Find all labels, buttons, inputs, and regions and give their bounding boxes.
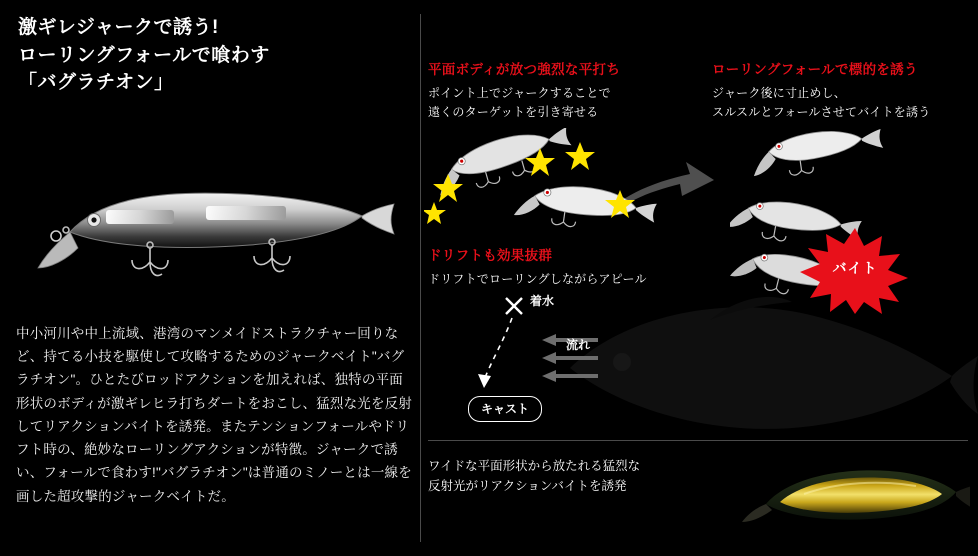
panel-flat-body-desc (428, 84, 708, 121)
panel-drift-desc-line-1: ドリフトでローリングしながらアピール (428, 272, 647, 286)
bite-label: バイト (832, 260, 878, 276)
drift-diagram (446, 296, 706, 426)
panel-flat-body-desc-line-2: 遠くのターゲットを引き寄せる (428, 104, 599, 119)
panel-rolling-fall (712, 58, 974, 121)
bottom-caption (428, 456, 728, 496)
headline-line-2: ローリングフォールで喰わす (18, 44, 270, 66)
lure-bottom-view-photo (740, 452, 970, 544)
panel-drift-title: ドリフトも効果抜群 (428, 248, 553, 263)
panel-flat-body (428, 58, 708, 121)
lure-product-photo (10, 150, 410, 285)
flat-body-illustration (424, 128, 714, 238)
panel-drift-desc (428, 270, 708, 289)
vertical-divider (420, 14, 421, 542)
current-label: 流れ (566, 338, 591, 352)
panel-flat-body-title: 平面ボディが放つ強烈な平打ち (428, 62, 621, 77)
headline-line-1: 激ギレジャークで誘う! (18, 17, 219, 38)
panel-flat-body-desc-line-1: ポイント上でジャークすることで (428, 86, 611, 100)
panel-rolling-fall-desc-line-2: スルスルとフォールさせてバイトを誘う (712, 104, 931, 119)
bottom-caption-line-1: ワイドな平面形状から放たれる猛烈な (428, 459, 641, 473)
panel-drift (428, 244, 708, 289)
bite-callout (800, 228, 910, 314)
product-description-text: 中小河川や中上流域、港湾のマンメイドストラクチャー回りなど、持てる小技を駆使して攻略するためのジャークベイト"バグラチオン"。ひとたびロッドアクションを加えれば、独特の平面形状のボディが激ギレヒラ打ちダートをおこし、猛烈な光を反射してリアクションバイトを誘発。またテンションフォールやドリフト時の、絶妙なローリングアクションが特徴。ジャークで誘い、フォールで食わす!"バグラチオン"は普通のミノーとは一線を画した超攻撃的ジャークベイトだ。 (16, 326, 413, 504)
panel-rolling-fall-desc (712, 84, 974, 121)
bottom-caption-line-2: 反射光がリアクションバイトを誘発 (428, 479, 627, 493)
product-description (16, 322, 414, 508)
panel-rolling-fall-desc-line-1: ジャーク後に寸止めし、 (712, 86, 846, 100)
cast-label: キャスト (468, 396, 542, 422)
panel-rolling-fall-title: ローリングフォールで標的を誘う (712, 62, 918, 77)
headline-line-3: 「バグラチオン」 (18, 72, 174, 94)
landing-label: 着水 (530, 294, 555, 308)
page-title (18, 14, 418, 97)
